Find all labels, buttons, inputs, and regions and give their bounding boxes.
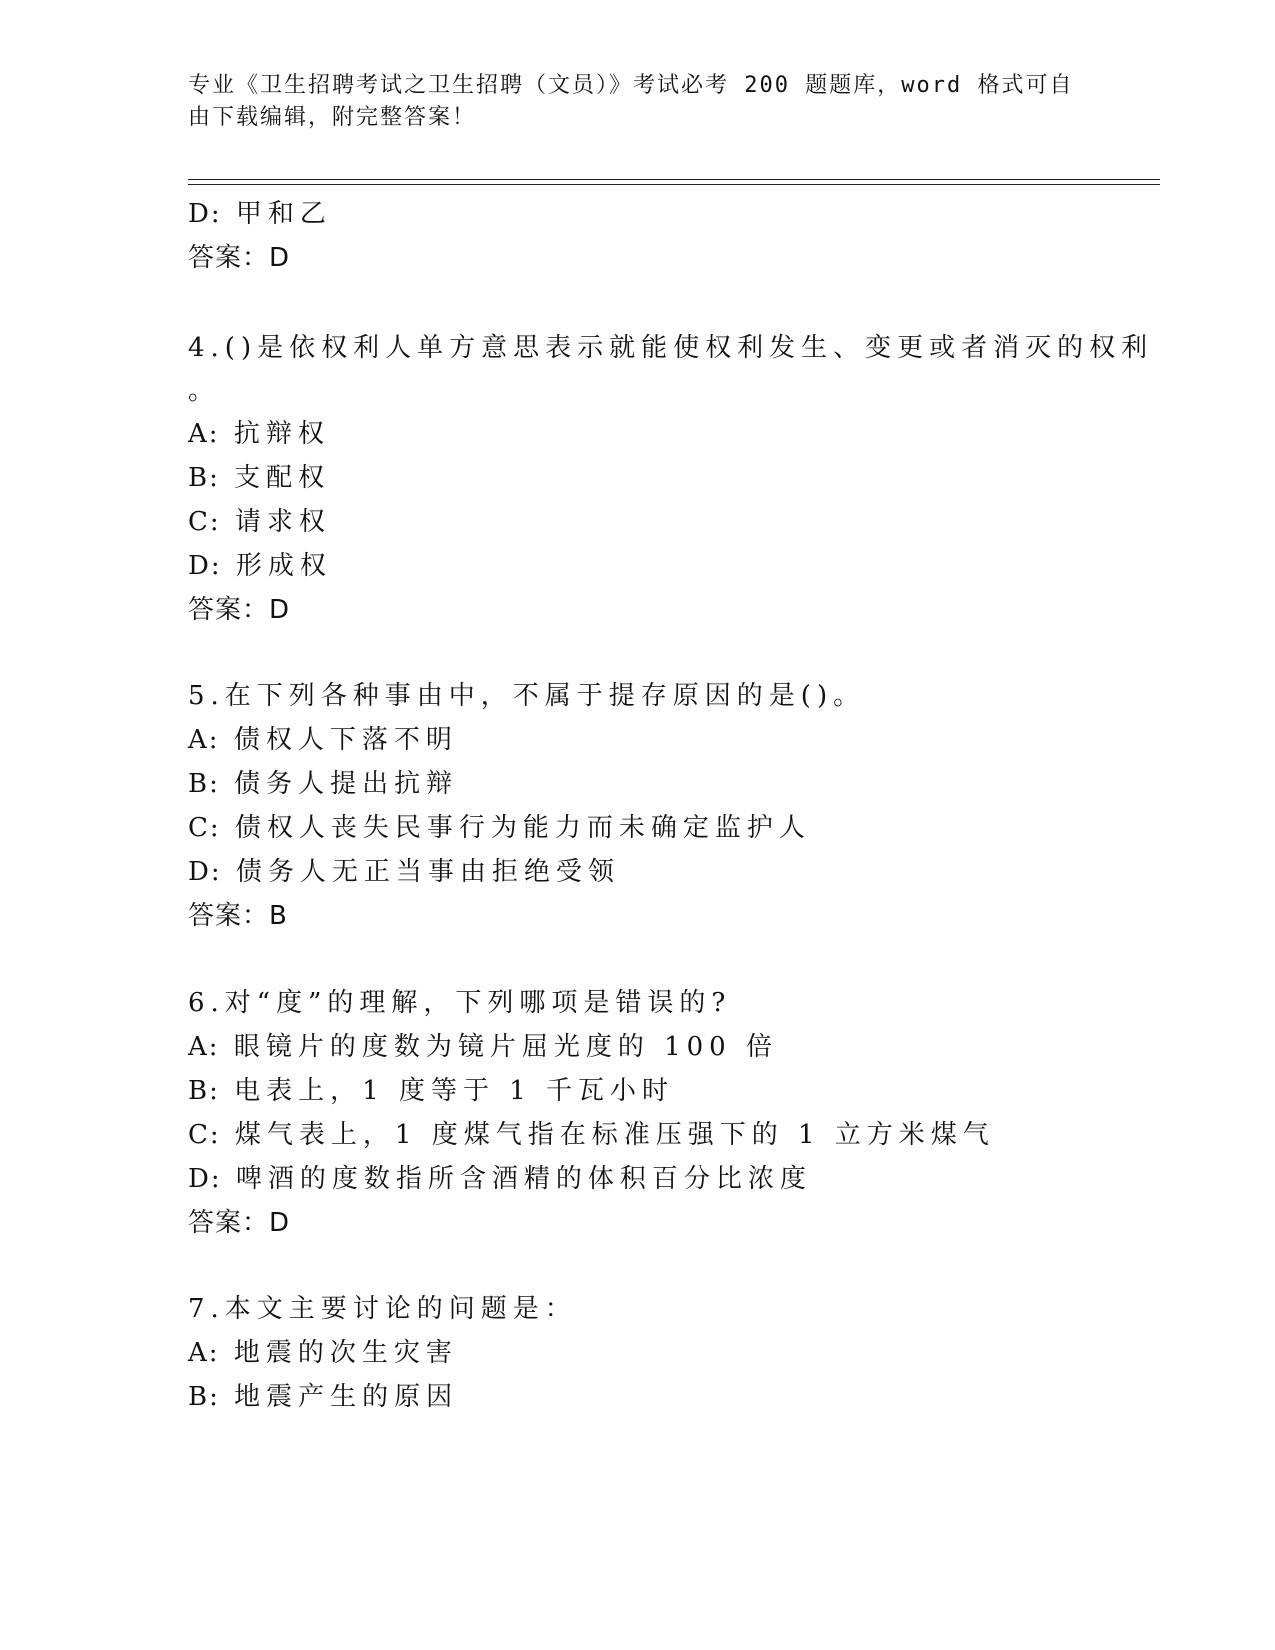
option-text: 地震产生的原因 bbox=[234, 1382, 459, 1412]
option-b bbox=[188, 1376, 458, 1413]
option-b bbox=[188, 763, 458, 800]
option-label: C: bbox=[188, 1120, 221, 1150]
option-text: 债务人提出抗辩 bbox=[234, 769, 459, 799]
option-a bbox=[188, 1026, 778, 1063]
question-5-stem: 5.在下列各种事由中，不属于提存原因的是()。 bbox=[188, 681, 866, 711]
option-label: B: bbox=[188, 463, 220, 493]
question-7-stem: 7.本文主要讨论的问题是： bbox=[188, 1294, 577, 1324]
header-line-2: 由下载编辑，附完整答案！ bbox=[188, 105, 477, 130]
document-header bbox=[188, 70, 1088, 134]
option-c bbox=[188, 1114, 995, 1151]
option-text: 眼镜片的度数为镜片屈光度的 100 倍 bbox=[233, 1032, 778, 1062]
option-label: B: bbox=[188, 769, 220, 799]
option-c bbox=[188, 807, 811, 844]
option-text: 电表上，1 度等于 1 千瓦小时 bbox=[234, 1076, 675, 1106]
option-label: D: bbox=[188, 199, 222, 229]
option-label: C: bbox=[188, 507, 221, 537]
option-c bbox=[188, 501, 331, 538]
option-label: A: bbox=[188, 725, 220, 755]
header-line-1: 专业《卫生招聘考试之卫生招聘（文员）》考试必考 200 题题库，word 格式可自 bbox=[188, 73, 1074, 98]
option-label: A: bbox=[188, 419, 220, 449]
answer: 答案：D bbox=[188, 595, 291, 625]
question-4-stem-continued: 。 bbox=[188, 376, 221, 406]
option-d bbox=[188, 193, 332, 230]
option-a bbox=[188, 413, 330, 450]
question-4-stem: 4.()是依权利人单方意思表示就能使权利发生、变更或者消灭的权利 bbox=[188, 333, 1154, 363]
option-text: 债权人丧失民事行为能力而未确定监护人 bbox=[234, 813, 811, 843]
question-6-stem: 6.对“度”的理解，下列哪项是错误的? bbox=[188, 988, 732, 1018]
header-divider-bottom bbox=[188, 184, 1160, 185]
option-label: A: bbox=[188, 1338, 220, 1368]
option-label: B: bbox=[188, 1382, 220, 1412]
option-label: A: bbox=[188, 1032, 220, 1062]
option-label: D: bbox=[188, 551, 222, 581]
header-divider-top bbox=[188, 179, 1160, 180]
option-text: 地震的次生灾害 bbox=[233, 1338, 458, 1368]
answer: 答案：B bbox=[188, 901, 288, 931]
option-d bbox=[188, 1158, 812, 1195]
option-a bbox=[188, 719, 458, 756]
option-label: D: bbox=[188, 1164, 222, 1194]
option-b bbox=[188, 1070, 674, 1107]
option-text: 甲和乙 bbox=[235, 199, 332, 229]
option-text: 抗辩权 bbox=[233, 419, 330, 449]
option-text: 请求权 bbox=[234, 507, 331, 537]
option-label: C: bbox=[188, 813, 221, 843]
option-d bbox=[188, 851, 620, 888]
option-text: 债权人下落不明 bbox=[233, 725, 458, 755]
answer: 答案：D bbox=[188, 1208, 291, 1238]
option-d bbox=[188, 545, 332, 582]
option-text: 支配权 bbox=[234, 463, 331, 493]
option-text: 煤气表上，1 度煤气指在标准压强下的 1 立方米煤气 bbox=[234, 1120, 995, 1150]
option-label: B: bbox=[188, 1076, 220, 1106]
option-label: D: bbox=[188, 857, 222, 887]
option-text: 债务人无正当事由拒绝受领 bbox=[235, 857, 620, 887]
option-text: 啤酒的度数指所含酒精的体积百分比浓度 bbox=[235, 1164, 812, 1194]
option-text: 形成权 bbox=[235, 551, 332, 581]
option-b bbox=[188, 457, 330, 494]
answer: 答案：D bbox=[188, 243, 291, 273]
option-a bbox=[188, 1332, 458, 1369]
